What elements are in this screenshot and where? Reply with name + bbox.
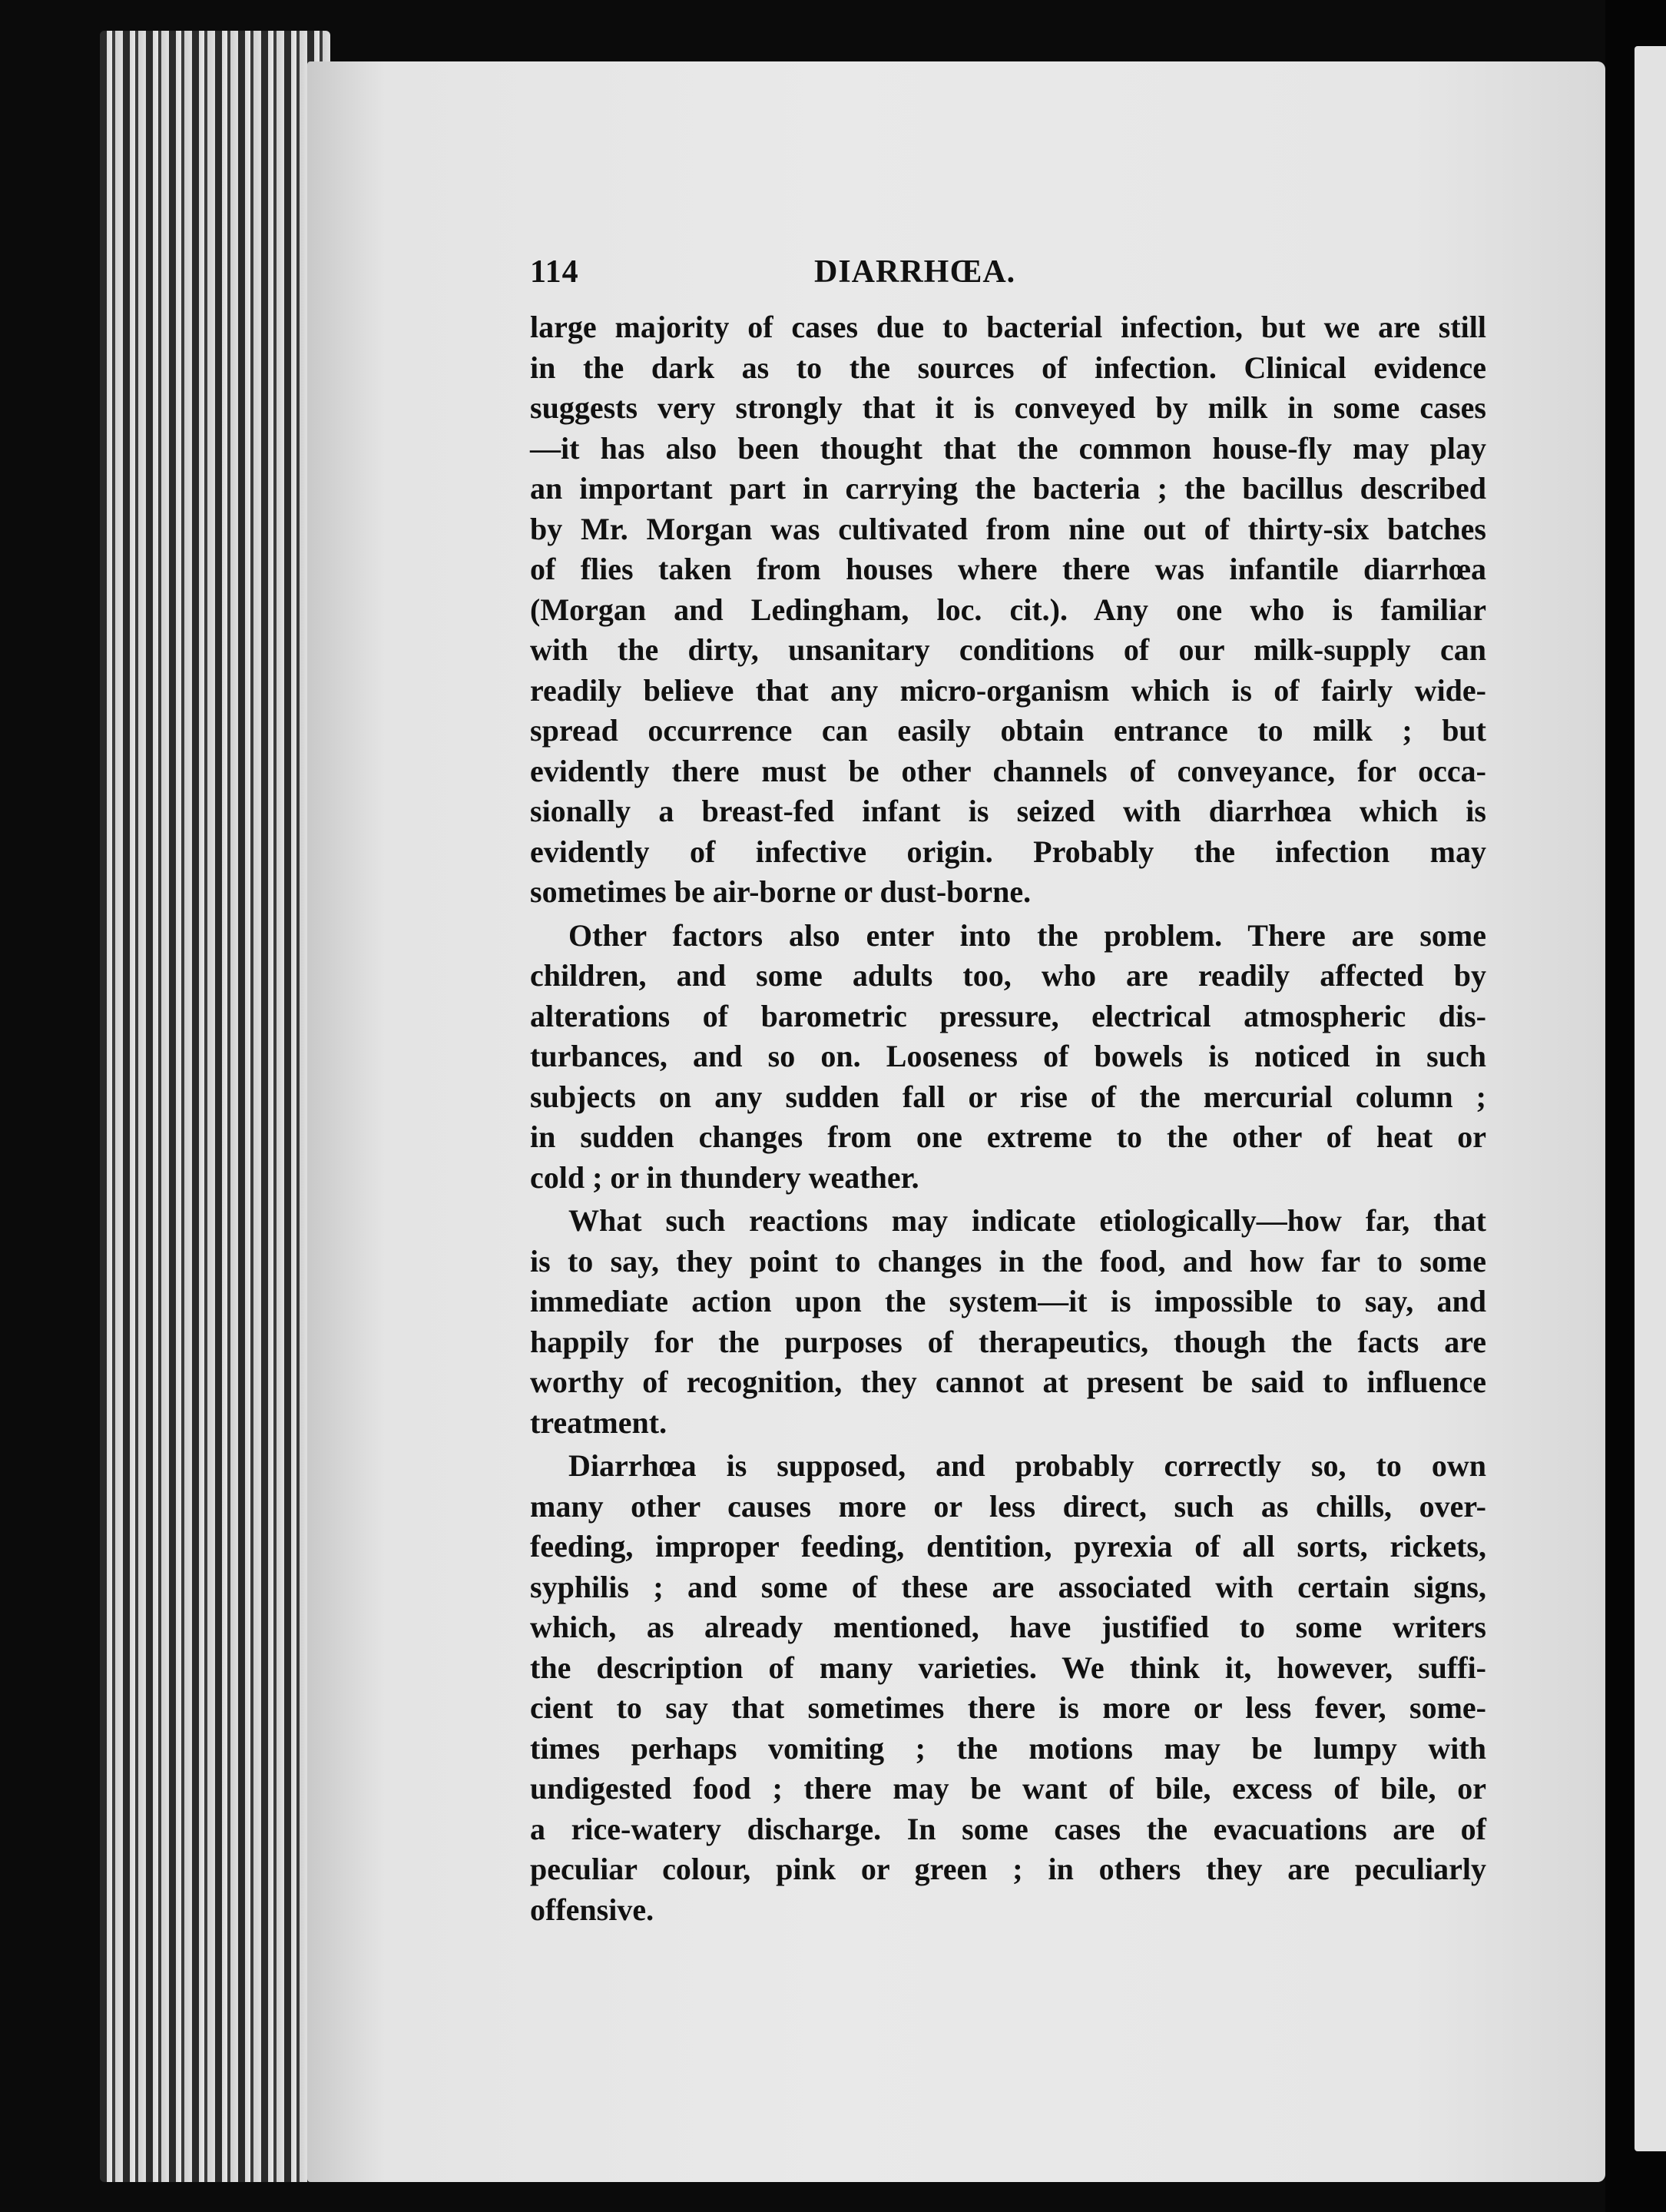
paragraph-3 [530,1201,1486,1443]
running-title: DIARRHŒA. [814,254,1016,290]
text-line: with the dirty, unsanitary conditions of our milk-supply can [530,632,1486,667]
text-line: children, and some adults too, who are readily affected by [530,958,1486,993]
text-line: readily believe that any micro-organism which is of fairly wide- [530,672,1486,708]
text-line: in the dark as to the sources of infection. Clinical evidence [530,350,1486,385]
text-line: feeding, improper feeding, dentition, pyrexia of all sorts, rickets, [530,1529,1486,1564]
text-line: (Morgan and Ledingham, loc. cit.). Any one who is familiar [530,592,1486,627]
paragraph-1 [530,307,1486,913]
text-line: treatment. [530,1404,667,1440]
text-line: evidently of infective origin. Probably the infection may [530,834,1486,869]
text-line: immediate action upon the system—it is impossible to say, and [530,1284,1486,1318]
text-line: Other factors also enter into the problem. There are some [568,917,1486,953]
text-line: times perhaps vomiting ; the motions may be lumpy with [530,1730,1486,1766]
text-line: an important part in carrying the bacteria ; the bacillus described [530,471,1486,506]
page-number: 114 [530,254,579,290]
text-line: of flies taken from houses where there was infantile diarrhœa [530,552,1486,586]
text-line: a rice-watery discharge. In some cases the evacuations are of [530,1811,1486,1846]
text-line: happily for the purposes of therapeutics, though the facts are [530,1324,1486,1359]
text-line: sometimes be air-borne or dust-borne. [530,874,1032,909]
text-line: undigested food ; there may be want of bile, excess of bile, or [530,1771,1486,1806]
text-line: the description of many varieties. We think it, however, suffi- [530,1650,1486,1685]
text-line: peculiar colour, pink or green ; in others they are peculiarly [530,1852,1486,1886]
text-line: evidently there must be other channels of conveyance, for occa- [530,753,1486,788]
page-edges [100,31,330,2182]
text-line: large majority of cases due to bacterial infection, but we are still [530,310,1486,344]
text-line: syphilis ; and some of these are associated with certain signs, [530,1569,1486,1604]
text-line: offensive. [530,1892,654,1927]
text-line: sionally a breast-fed infant is seized with diarrhœa which is [530,794,1486,828]
text-line: many other causes more or less direct, such as chills, over- [530,1488,1486,1524]
facing-page-edge [1635,46,1666,2151]
text-line: subjects on any sudden fall or rise of the mercurial column ; [530,1079,1486,1114]
text-line: alterations of barometric pressure, electrical atmospheric dis- [530,998,1486,1033]
text-line: What such reactions may indicate etiologically—how far, that [568,1203,1486,1238]
text-line: which, as already mentioned, have justified to some writers [530,1610,1486,1644]
text-line: —it has also been thought that the common house-fly may play [530,430,1486,466]
text-line: spread occurrence can easily obtain entrance to milk ; but [530,713,1486,748]
text-line: in sudden changes from one extreme to the other of heat or [530,1119,1486,1154]
text-line: suggests very strongly that it is conveyed by milk in some cases [530,390,1486,425]
text-line: by Mr. Morgan was cultivated from nine out of thirty-six batches [530,511,1486,546]
text-line: worthy of recognition, they cannot at present be said to influence [530,1365,1486,1399]
text-line: cold ; or in thundery weather. [530,1159,919,1195]
text-line: turbances, and so on. Looseness of bowels is noticed in such [530,1039,1486,1073]
text-line: is to say, they point to changes in the food, and how far to some [530,1243,1486,1278]
running-head [530,254,1486,307]
text-line: Diarrhœa is supposed, and probably correctly so, to own [568,1448,1486,1483]
text-line: cient to say that sometimes there is more or less fever, some- [530,1690,1486,1725]
paragraph-2 [530,916,1486,1199]
page-text [530,254,1486,1930]
paragraph-4 [530,1446,1486,1930]
